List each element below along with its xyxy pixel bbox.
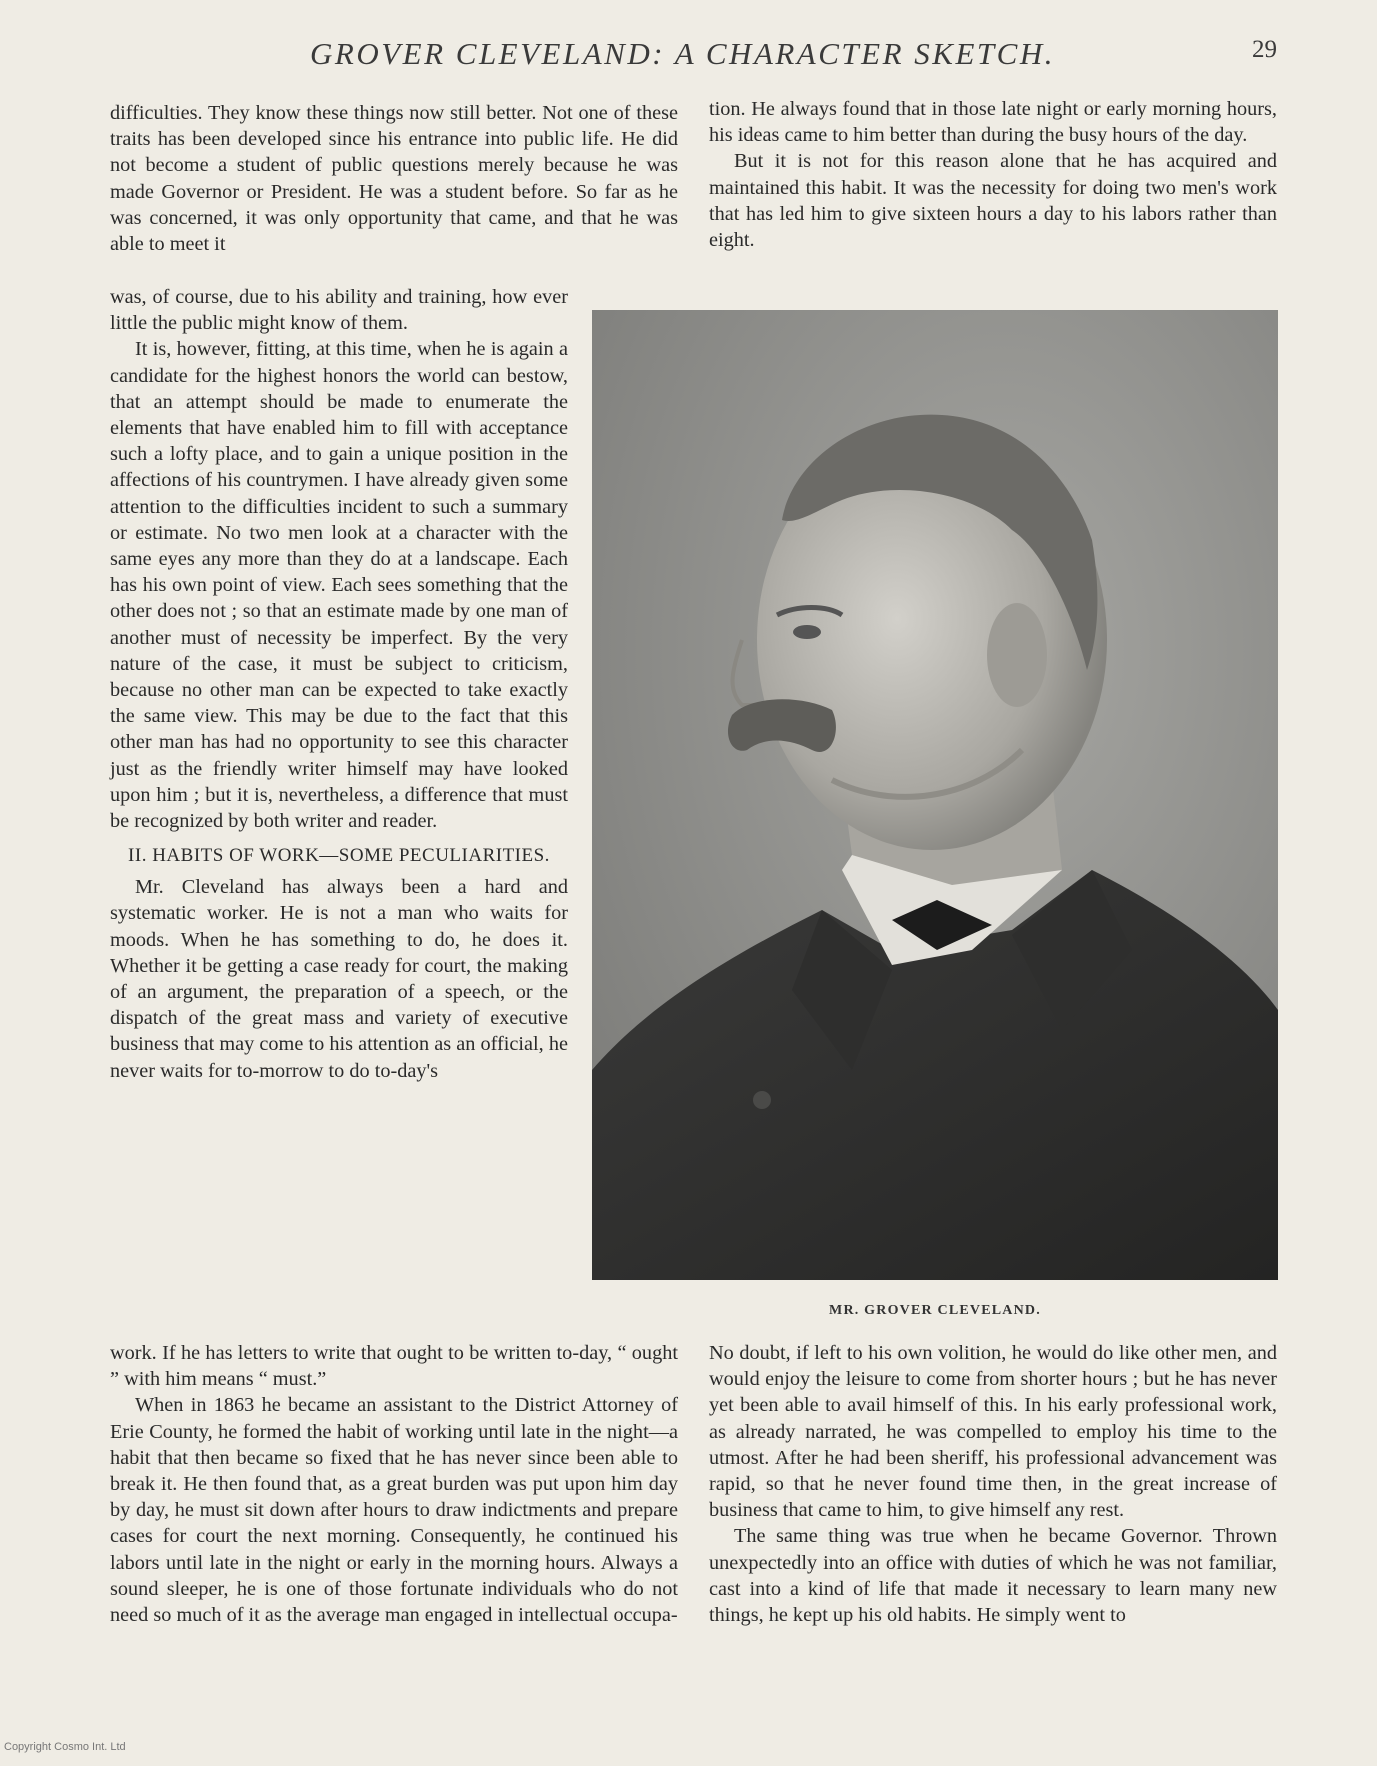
portrait-photo bbox=[592, 310, 1278, 1280]
paragraph: It is, however, fitting, at this time, when he is again a candidate for the highest honors the world can bestow, that an attempt should be made to enumerate the elements that have enabled him to fill with acceptance such a lofty place, and to gain a unique position in the affections of his countrymen. I have already given some attention to the difficulties incident to such a summary or estimate. No two men look at a character with the same eyes any more than they do at a landscape. Each has his own point of view. Each sees something that the other does not ; so that an estimate made by one man of another must of necessity be imperfect. By the very nature of the case, it must be subject to criticism, because no other man can be expected to take exactly the same view. This may be due to the fact that this other man has had no opportunity to see this character just as the friendly writer himself may have looked upon him ; but it is, nevertheless, a difference that must be recognized by both writer and reader. bbox=[110, 338, 568, 833]
portrait-illustration bbox=[592, 310, 1278, 1280]
section-heading: II. HABITS OF WORK—SOME PECULIARITIES. bbox=[128, 845, 550, 867]
paragraph: difficulties. They know these things now still better. Not one of these traits has been developed since his entrance into public life. He did not become a student of public questions merely because he was made Governor or President. He was a student before. So far as he was concerned, it was only opportunity that came, and that he was able to meet it bbox=[110, 102, 678, 256]
paragraph: No doubt, if left to his own volition, he would do like other men, and would enjoy the leisure to come from shorter hours ; but he has never yet been able to avail himself of this. In his early professional work, as already narrated, he was compelled to employ his time to the utmost. After he had been sheriff, his professional advancement was rapid, so that he never found time then, in the great increase of business that came to him, to give himself any rest. bbox=[709, 1342, 1277, 1522]
paragraph: was, of course, due to his ability and training, how ever little the public might know of them. bbox=[110, 286, 568, 335]
right-column-top bbox=[709, 96, 1277, 253]
paragraph: The same thing was true when he became Governor. Thrown unexpectedly into an office with duties of which he was not familiar, cast into a kind of life that made it necessary to learn many new things, he kept up his old habits. He simply went to bbox=[709, 1525, 1277, 1627]
right-column-bottom bbox=[709, 1340, 1277, 1628]
paragraph: Mr. Cleveland has always been a hard and systematic worker. He is not a man who waits for moods. When he has something to do, he does it. Whether it be getting a case ready for court, the making of an argument, the preparation of a speech, or the dispatch of the great mass and variety of executive business that may come to his attention as an official, he never waits for to-morrow to do to-day's bbox=[110, 876, 568, 1082]
copyright-watermark: Copyright Cosmo Int. Ltd bbox=[4, 1741, 126, 1753]
left-column-top bbox=[110, 100, 678, 257]
paragraph: When in 1863 he became an assistant to the District Attorney of Erie County, he formed the habit of working until late in the night—a habit that then became so fixed that he has never since been able to break it. He then found that, as a great burden was put upon him day by day, he must sit down after hours to draw indictments and prepare cases for court the next morning. Consequently, he continued his labors until late in the night or early in the morning hours. Always a sound sleeper, he is one of those fortunate individuals who do not need so much of it as the average man engaged in intellectual occupa- bbox=[110, 1394, 678, 1627]
page-number: 29 bbox=[1252, 36, 1277, 63]
paragraph: But it is not for this reason alone that he has acquired and maintained this habit. It was the necessity for doing two men's work that has led him to give sixteen hours a day to his labors rather than eight. bbox=[709, 150, 1277, 252]
left-column-narrow bbox=[110, 284, 568, 1084]
running-title: GROVER CLEVELAND: A CHARACTER SKETCH. bbox=[310, 36, 1055, 71]
page-header bbox=[0, 30, 1377, 80]
paragraph: tion. He always found that in those late night or early morning hours, his ideas came to him better than during the busy hours of the day. bbox=[709, 98, 1277, 147]
left-column-bottom bbox=[110, 1340, 678, 1628]
figure-caption: MR. GROVER CLEVELAND. bbox=[829, 1303, 1041, 1318]
paragraph: work. If he has letters to write that ought to be written to-day, “ ought ” with him means “ must.” bbox=[110, 1342, 678, 1391]
